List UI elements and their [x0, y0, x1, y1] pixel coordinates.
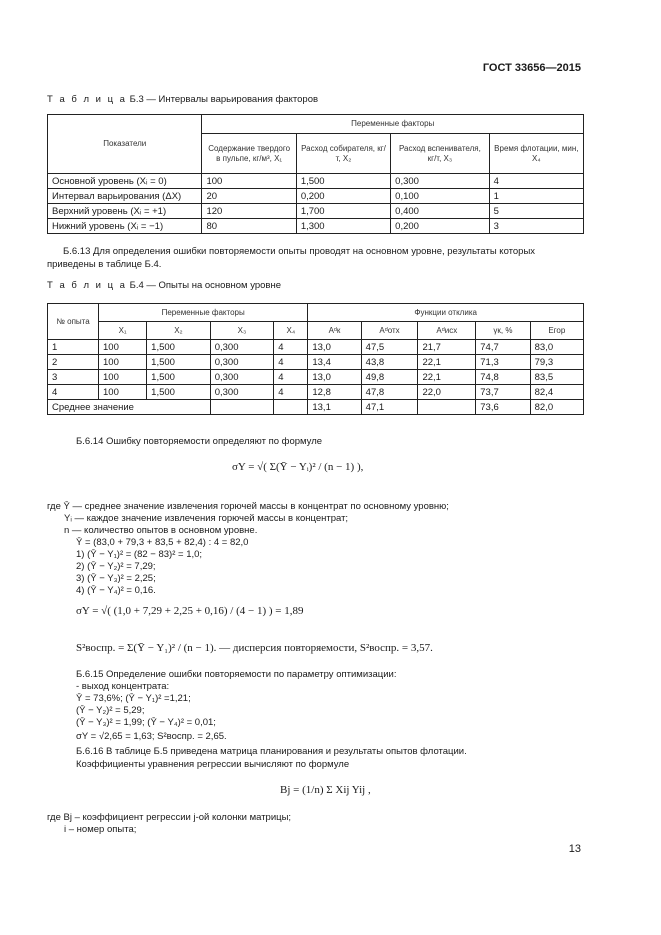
cell: 4 — [274, 340, 308, 355]
table-row — [48, 219, 584, 234]
cell: 82,0 — [530, 400, 583, 415]
para-b6-15-line5: (Ȳ − Y₃)² = 1,99; (Ȳ − Y₄)² = 0,01; — [76, 717, 216, 728]
para-b6-15-line4: (Ȳ − Y₂)² = 5,29; — [76, 705, 145, 716]
header-ak: Aᵈк — [308, 322, 361, 340]
cell: 22,0 — [418, 385, 476, 400]
table-row — [48, 355, 584, 370]
cell: 1,700 — [296, 204, 390, 219]
para-b6-14-where3: n — количество опытов в основном уровне. — [64, 525, 258, 536]
cell: 100 — [202, 174, 296, 189]
cell: 0,300 — [210, 355, 274, 370]
table-row — [48, 385, 584, 400]
mean-label: Среднее значение — [48, 400, 211, 415]
cell: 74,8 — [476, 370, 530, 385]
table-b3-caption — [47, 94, 318, 105]
header-x1: X₁ — [99, 322, 147, 340]
cell: Верхний уровень (Xᵢ = +1) — [48, 204, 202, 219]
cell: 22,1 — [418, 355, 476, 370]
cell — [274, 400, 308, 415]
caption-text: Б.3 — Интервалы варьирования факторов — [126, 94, 319, 105]
document-header: ГОСТ 33656—2015 — [482, 62, 581, 74]
header-variable-factors: Переменные факторы — [202, 115, 584, 134]
cell: 4 — [274, 370, 308, 385]
cell: 20 — [202, 189, 296, 204]
cell: 0,300 — [391, 174, 489, 189]
para-b6-15-line6: σY = √2,65 = 1,63; S²воспр. = 2,65. — [76, 731, 227, 742]
cell: 13,4 — [308, 355, 361, 370]
cell: 0,300 — [210, 385, 274, 400]
cell: 82,4 — [530, 385, 583, 400]
cell: 22,1 — [418, 370, 476, 385]
cell: 13,0 — [308, 340, 361, 355]
header-egor: Eгор — [530, 322, 583, 340]
para-b6-13-line2: приведены в таблице Б.4. — [47, 259, 162, 270]
cell: 47,8 — [361, 385, 418, 400]
caption-prefix: Т а б л и ц а — [47, 280, 127, 291]
page-number: 13 — [568, 843, 581, 855]
cell: 1 — [48, 340, 99, 355]
cell: 43,8 — [361, 355, 418, 370]
para-b6-16-line1: Б.6.16 В таблице Б.5 приведена матрица планирования и результаты опытов флотации. — [76, 746, 467, 757]
cell: 83,5 — [530, 370, 583, 385]
cell: 4 — [489, 174, 583, 189]
para-b6-16-where1: где Bj – коэффициент регрессии j-ой колонки матрицы; — [47, 812, 292, 823]
cell: 120 — [202, 204, 296, 219]
cell: 80 — [202, 219, 296, 234]
header-x1: Содержание твердого в пульпе, кг/м³, X₁ — [202, 134, 296, 174]
cell: 2 — [48, 355, 99, 370]
cell: 4 — [274, 385, 308, 400]
formula-regression: Bj = (1/n) Σ Xij Yij , — [280, 784, 371, 796]
cell: 100 — [99, 385, 147, 400]
cell — [210, 400, 274, 415]
table-b4-caption — [47, 280, 281, 291]
table-b4 — [47, 303, 584, 415]
calc-step-4: 4) (Ȳ − Y₄)² = 0,16. — [76, 585, 156, 596]
cell: 1,500 — [147, 370, 211, 385]
header-response-functions: Функции отклика — [308, 304, 584, 322]
cell: 0,300 — [210, 370, 274, 385]
cell: 3 — [489, 219, 583, 234]
header-aotx: Aᵈотх — [361, 322, 418, 340]
cell: 13,1 — [308, 400, 361, 415]
cell: 1,500 — [296, 174, 390, 189]
cell: 83,0 — [530, 340, 583, 355]
cell: 4 — [48, 385, 99, 400]
cell: 49,8 — [361, 370, 418, 385]
calc-mean: Ȳ = (83,0 + 79,3 + 83,5 + 82,4) : 4 = 82,0 — [76, 537, 249, 548]
cell: 0,200 — [391, 219, 489, 234]
cell: 73,7 — [476, 385, 530, 400]
cell: 73,6 — [476, 400, 530, 415]
cell: 79,3 — [530, 355, 583, 370]
cell: 4 — [274, 355, 308, 370]
para-b6-15-line3: Ȳ = 73,6%; (Ȳ − Y₁)² =1,21; — [76, 693, 191, 704]
cell: 0,400 — [391, 204, 489, 219]
table-row — [48, 174, 584, 189]
cell: 13,0 — [308, 370, 361, 385]
cell: 1,300 — [296, 219, 390, 234]
table-row — [48, 204, 584, 219]
table-row-mean — [48, 400, 584, 415]
header-variable-factors: Переменные факторы — [99, 304, 308, 322]
calc-step-3: 3) (Ȳ − Y₃)² = 2,25; — [76, 573, 156, 584]
cell: 74,7 — [476, 340, 530, 355]
formula-dispersion: S²воспр. = Σ(Ȳ − Y₁)² / (n − 1). — дисперсия повторяемости, S²воспр. = 3,57. — [76, 642, 433, 654]
cell: 12,8 — [308, 385, 361, 400]
cell: Интервал варьирования (ΔX) — [48, 189, 202, 204]
header-x4: Время флотации, мин, X₄ — [489, 134, 583, 174]
header-x2: X₂ — [147, 322, 211, 340]
calc-step-1: 1) (Ȳ − Y₁)² = (82 − 83)² = 1,0; — [76, 549, 203, 560]
para-b6-15-line2: - выход концентрата: — [76, 681, 170, 692]
cell: Основной уровень (Xᵢ = 0) — [48, 174, 202, 189]
cell: 21,7 — [418, 340, 476, 355]
caption-prefix: Т а б л и ц а — [47, 94, 127, 105]
formula-sigma: σY = √( Σ(Ȳ − Yᵢ)² / (n − 1) ), — [232, 461, 364, 473]
header-aisx: Aᵈисх — [418, 322, 476, 340]
para-b6-13-line1: Б.6.13 Для определения ошибки повторяемости опыты проводят на основном уровне, результаты которых — [63, 246, 536, 257]
cell: Нижний уровень (Xᵢ = −1) — [48, 219, 202, 234]
cell: 0,300 — [210, 340, 274, 355]
table-row — [48, 370, 584, 385]
cell: 1 — [489, 189, 583, 204]
cell: 47,1 — [361, 400, 418, 415]
cell: 0,100 — [391, 189, 489, 204]
cell: 0,200 — [296, 189, 390, 204]
cell: 5 — [489, 204, 583, 219]
table-row — [48, 340, 584, 355]
para-b6-14-where2: Yᵢ — каждое значение извлечения горючей массы в концентрат; — [64, 513, 349, 524]
calc-step-2: 2) (Ȳ − Y₂)² = 7,29; — [76, 561, 156, 572]
formula-sigma-value: σY = √( (1,0 + 7,29 + 2,25 + 0,16) / (4 − 1) ) = 1,89 — [76, 605, 304, 617]
cell — [418, 400, 476, 415]
para-b6-14-where1: где Ȳ — среднее значение извлечения горючей массы в концентрат по основному уровню; — [47, 501, 449, 512]
cell: 1,500 — [147, 340, 211, 355]
header-x3: Расход вспенивателя, кг/т, X₃ — [391, 134, 489, 174]
header-indicators: Показатели — [48, 115, 202, 174]
para-b6-16-where2: i – номер опыта; — [64, 824, 137, 835]
table-row — [48, 189, 584, 204]
caption-text: Б.4 — Опыты на основном уровне — [126, 280, 281, 291]
cell: 100 — [99, 370, 147, 385]
header-x3: X₃ — [210, 322, 274, 340]
cell: 47,5 — [361, 340, 418, 355]
para-b6-15-line1: Б.6.15 Определение ошибки повторяемости по параметру оптимизации: — [76, 669, 397, 680]
cell: 71,3 — [476, 355, 530, 370]
para-b6-14-intro: Б.6.14 Ошибку повторяемости определяют по формуле — [76, 436, 323, 447]
table-b3 — [47, 114, 584, 234]
cell: 3 — [48, 370, 99, 385]
header-gamma: γк, % — [476, 322, 530, 340]
header-experiment-no: № опыта — [48, 304, 99, 340]
header-x2: Расход собирателя, кг/т, X₂ — [296, 134, 390, 174]
cell: 1,500 — [147, 385, 211, 400]
cell: 1,500 — [147, 355, 211, 370]
para-b6-16-line2: Коэффициенты уравнения регрессии вычисляют по формуле — [76, 759, 350, 770]
cell: 100 — [99, 340, 147, 355]
cell: 100 — [99, 355, 147, 370]
header-x4: X₄ — [274, 322, 308, 340]
